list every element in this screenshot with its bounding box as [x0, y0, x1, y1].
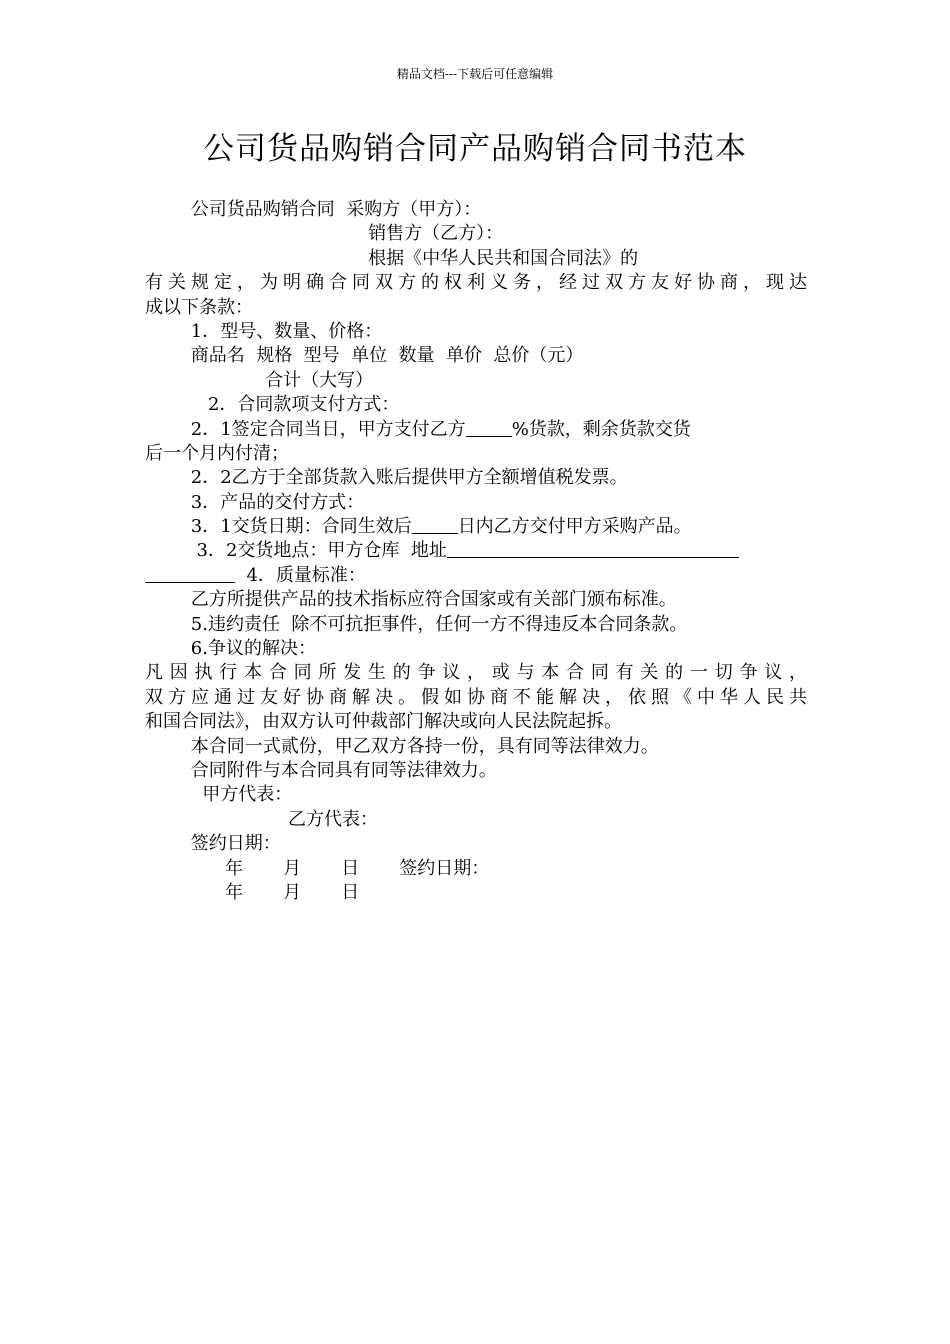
document-title: 公司货品购销合同产品购销合同书范本 [203, 131, 747, 167]
clause-4-text: 4．质量标准： [235, 564, 366, 586]
percent-blank [466, 419, 512, 437]
preamble-line-3: 成以下条款： [145, 296, 253, 318]
address-blank-continued [145, 565, 235, 583]
clause-4-heading [145, 564, 807, 588]
copies-clause: 本合同一式贰份，甲乙双方各持一份，具有同等法律效力。 [145, 735, 659, 757]
clause-3-2-text: 3．2交货地点：甲方仓库 地址 [145, 540, 447, 562]
clause-6-heading: 6.争议的解决： [145, 638, 316, 660]
clause-1-heading: 1．型号、数量、价格： [145, 320, 383, 342]
clause-2-1-line-2: 后一个月内付清； [145, 442, 289, 464]
party-a-representative: 甲方代表： [145, 784, 293, 806]
party-b-representative: 乙方代表： [145, 808, 379, 830]
clause-2-1-text-b: %货款，剩余货款交货 [511, 418, 691, 440]
product-table-header: 商品名 规格 型号 单位 数量 单价 总价（元） [145, 345, 584, 367]
preamble-line-2: 有关规定，为明确合同双方的权利义务，经过双方友好协商，现达 [145, 272, 807, 294]
days-blank [412, 516, 458, 534]
purchaser-line: 公司货品购销合同 采购方（甲方）： [145, 199, 482, 220]
contract-body [145, 198, 807, 905]
clause-3-2 [145, 539, 807, 563]
clause-6-body-2: 双方应通过友好协商解决。假如协商不能解决，依照《中华人民共 [145, 686, 807, 708]
preamble-line-1: 根据《中华人民共和国合同法》的 [145, 247, 639, 269]
clause-2-2: 2．2乙方于全部货款入账后提供甲方全额增值税发票。 [145, 467, 628, 489]
clause-2-1-line-1 [145, 418, 807, 442]
clause-2-1-text-a: 2．1签定合同当日，甲方支付乙方 [145, 418, 466, 440]
annex-clause: 合同附件与本合同具有同等法律效力。 [145, 759, 497, 781]
clause-5: 5.违约责任 除不可抗拒事件，任何一方不得违反本合同条款。 [145, 613, 688, 635]
clause-3-1-text-a: 3．1交货日期：合同生效后 [145, 516, 412, 538]
clause-2-heading: 2．合同款项支付方式： [145, 394, 400, 416]
signing-date-a: 签约日期： [145, 833, 281, 855]
date-line-2: 年 月 日 [145, 881, 360, 903]
clause-6-body-1: 凡因执行本合同所发生的争议，或与本合同有关的一切争议， [145, 662, 807, 684]
clause-3-heading: 3．产品的交付方式： [145, 491, 365, 513]
clause-3-1-text-b: 日内乙方交付甲方采购产品。 [457, 516, 692, 538]
clause-4-body: 乙方所提供产品的技术指标应符合国家或有关部门颁布标准。 [145, 589, 677, 611]
page-header-note: 精品文档---下载后可任意编辑 [396, 67, 554, 81]
seller-line: 销售方（乙方）： [145, 223, 504, 245]
clause-3-1 [145, 515, 807, 539]
address-blank [447, 540, 739, 558]
total-amount-line: 合计（大写） [145, 369, 374, 391]
date-line-1: 年 月 日 签约日期： [145, 857, 490, 879]
clause-6-body-3: 和国合同法》，由双方认可仲裁部门解决或向人民法院起拆。 [145, 711, 622, 733]
